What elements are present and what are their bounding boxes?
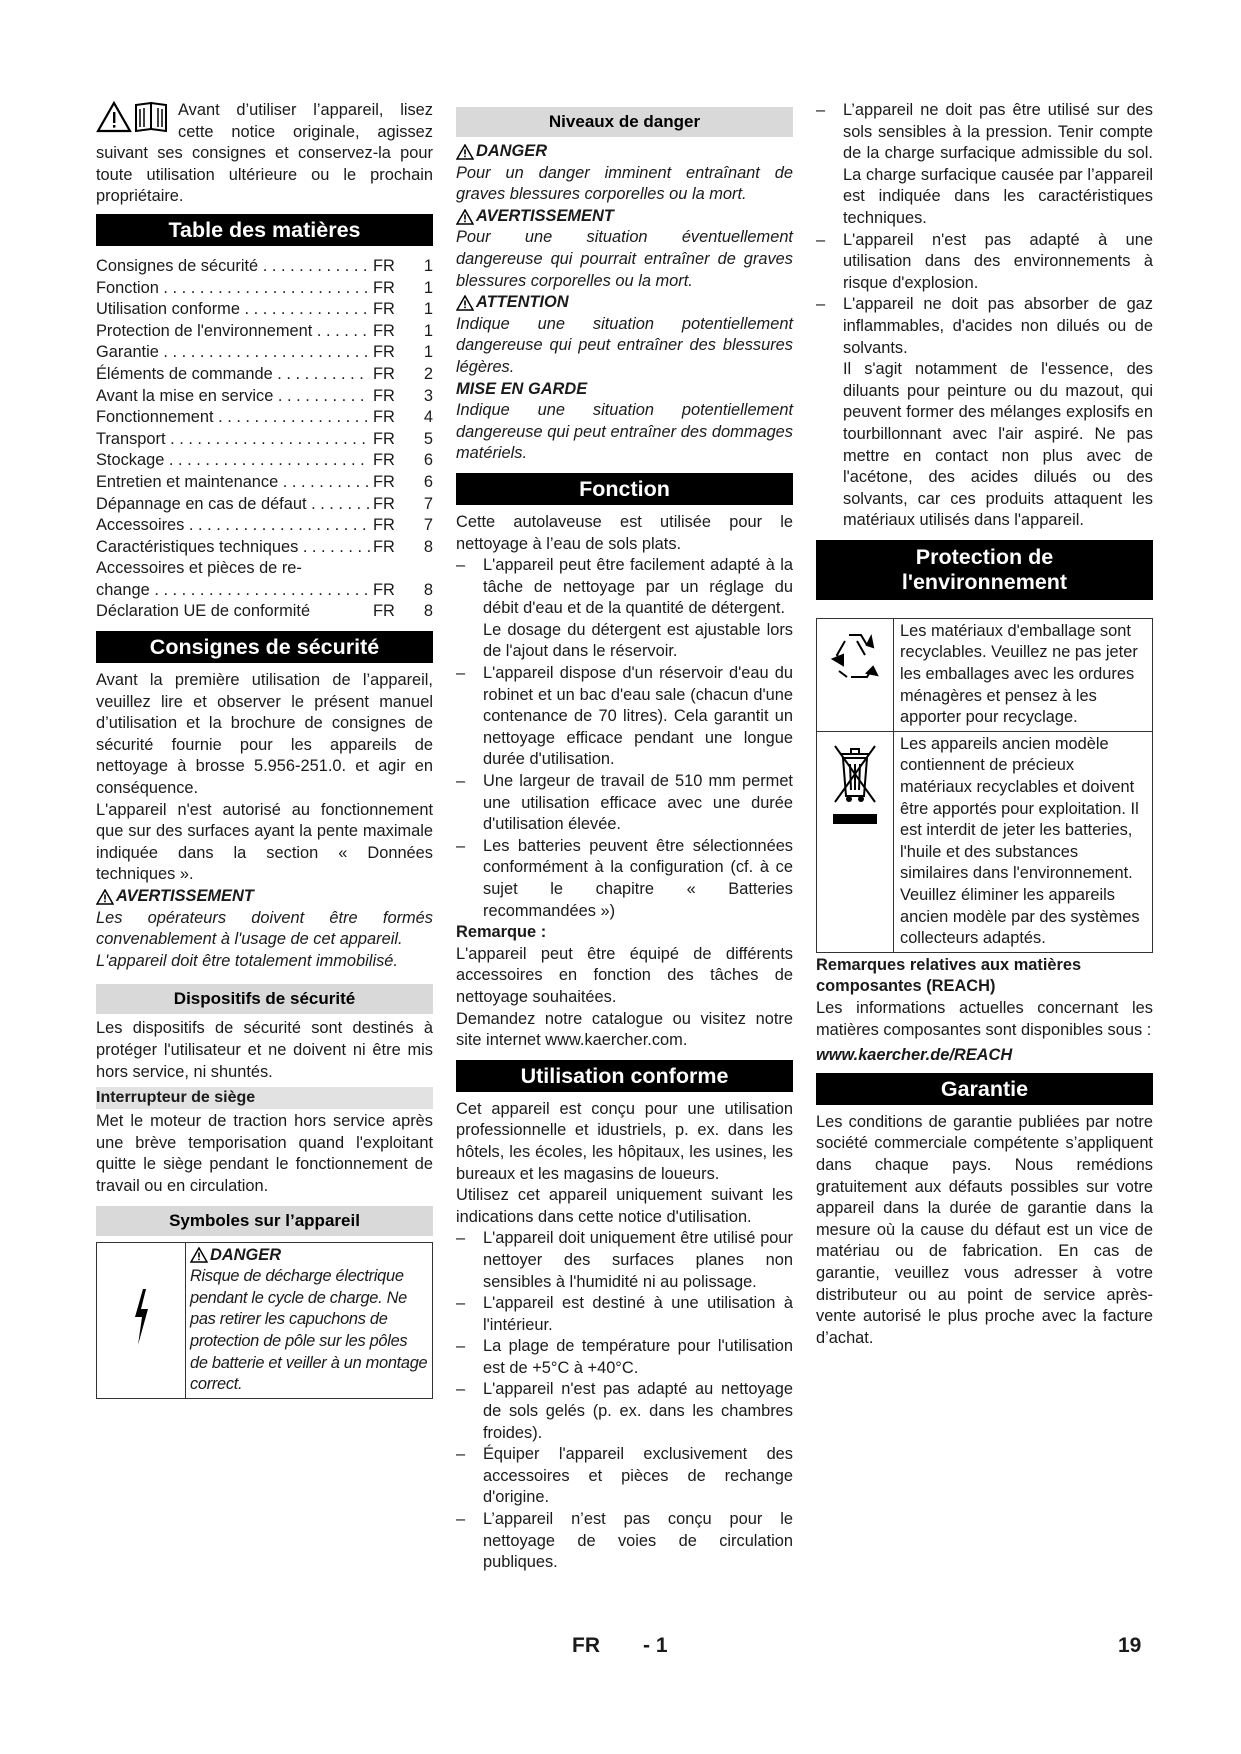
environment-title: Protection de l'environnement	[816, 540, 1153, 600]
column-right	[816, 100, 1153, 1349]
devices-title: Dispositifs de sécurité	[96, 984, 433, 1014]
attention-heading: ATTENTION	[456, 292, 793, 314]
toc-row[interactable]: Stockage . . . FR 6	[96, 450, 433, 472]
toc-row[interactable]: Accessoires . . . FR 7	[96, 515, 433, 537]
garantie-title: Garantie	[816, 1073, 1153, 1105]
list-item: Le dosage du détergent est ajustable lors de l'ajout dans le réservoir.	[483, 620, 793, 661]
column-middle	[456, 100, 793, 1574]
danger-heading: DANGER	[190, 1245, 428, 1267]
warning-triangle-icon	[96, 889, 114, 905]
list-item: – L'appareil dispose d'un réservoir d'eau du robinet et un bac d'eau sale (chacun d'une contenance de 70 litres). Cela garantit un nettoyage efficace pendant une longue durée d'utilisation.	[456, 663, 793, 771]
safety-title: Consignes de sécurité	[96, 631, 433, 663]
toc-row[interactable]: Consignes de sécurité . . . FR 1	[96, 256, 433, 278]
list-item: – L'appareil peut être facilement adapté à la tâche de nettoyage par un réglage du débit d'eau et de la quantité de détergent.	[456, 555, 793, 620]
devices-text: Les dispositifs de sécurité sont destinés à protéger l'utilisateur et ne doivent ni être mis hors service, ni shuntés.	[96, 1019, 433, 1081]
intro-text: Avant d’utiliser l’appareil, lisez cette notice originale, agissez suivant ses consignes et conservez-la pour toute utilisation ultérieure ou le prochain propriétaire.	[96, 101, 433, 206]
list-item: – Une largeur de travail de 510 mm permet une utilisation efficace avec une durée d'utilisation élevée.	[456, 771, 793, 836]
toc-row[interactable]: Garantie . . . FR 1	[96, 342, 433, 364]
fonction-intro: Cette autolaveuse est utilisée pour le nettoyage à l’eau de sols plats.	[456, 512, 793, 553]
list-item: – Les batteries peuvent être sélectionnées conformément à la configuration (cf. à ce sujet le chapitre « Batteries recommandées »)	[456, 836, 793, 922]
packaging-text: Les matériaux d'emballage sont recyclables. Veuillez ne pas jeter les emballages avec les ordures ménagères et pensez à les apporter pour recyclage.	[894, 618, 1153, 731]
toc-row[interactable]: Déclaration UE de conformité FR 8	[96, 602, 433, 621]
toc-row[interactable]: Entretien et maintenance . . . FR 6	[96, 472, 433, 494]
toc-row[interactable]: Fonction . . . FR 1	[96, 278, 433, 300]
fonction-list	[456, 555, 793, 922]
list-item: – L’appareil n’est pas conçu pour le nettoyage de voies de circulation publiques.	[456, 1509, 793, 1574]
usage-intro: Cet appareil est conçu pour une utilisation professionnelle et idustriels, p. ex. dans les hôtels, les écoles, les hôpitaux, les usines, les bureaux et les magasins de loueurs.	[456, 1099, 793, 1183]
danger-levels-title: Niveaux de danger	[456, 107, 793, 137]
list-item: Il s'agit notamment de l'essence, des diluants pour peinture ou du mazout, qui peuvent former des mélanges explosifs en tourbillonnant avec l'air aspiré. Ne pas mettre en contact non plus avec de l'acétone, des acides dilués ou des solvants, car ces produits attaquent les matériaux utilisés dans l'appareil.	[843, 360, 1153, 530]
seat-switch-text: Met le moteur de traction hors service après une brève temporisation quand l'exploitant quitte le siège pendant le fonctionnement de travail ou en circulation.	[96, 1112, 433, 1195]
footer-page-number: 19	[1118, 1634, 1142, 1657]
toc-row[interactable]: Éléments de commande . . . FR 2	[96, 364, 433, 386]
warning-manual-icon	[96, 100, 172, 141]
list-item: – L'appareil n'est pas adapté au nettoyage de sols gelés (p. ex. dans les chambres froides).	[456, 1379, 793, 1444]
garantie-text: Les conditions de garantie publiées par notre société commerciale compétente s’appliquent dans chaque pays. Nous remédions gratuitement aux défauts possibles sur votre appareil dans la durée de garantie dans la mesure où la cause du défaut est un vice de matériau ou de fabrication. En cas de garantie, veuillez vous adresser à votre distributeur ou au point de service après-vente autorisé le plus proche avec la facture d’achat.	[816, 1112, 1153, 1347]
list-item: – L'appareil doit uniquement être utilisé pour nettoyer des surfaces planes non sensibles à l'humidité ni au polissage.	[456, 1228, 793, 1293]
avertissement-heading: AVERTISSEMENT	[456, 206, 793, 228]
toc-title: Table des matières	[96, 214, 433, 246]
symbols-title: Symboles sur l’appareil	[96, 1206, 433, 1236]
reach-heading: Remarques relatives aux matières composantes (REACH)	[816, 955, 1082, 996]
list-item: – L'appareil est destiné à une utilisation à l'intérieur.	[456, 1293, 793, 1336]
warning-triangle-icon	[456, 144, 474, 160]
list-item: – Équiper l'appareil exclusivement des accessoires et pièces de rechange d'origine.	[456, 1444, 793, 1509]
recycle-cell	[817, 618, 894, 731]
old-appliances-text: Les appareils ancien modèle contiennent de précieux matériaux recyclables et doivent être apportés pour exploitation. Il est interdit de jeter les batteries, l'huile et des substances similaires dans l'environnement. Veuillez éliminer les appareils ancien modèle par des systèmes collecteurs adaptés.	[894, 731, 1153, 952]
usage-title: Utilisation conforme	[456, 1060, 793, 1092]
danger-text: Pour un danger imminent entraînant de graves blessures corporelles ou la mort.	[456, 163, 793, 204]
toc-row[interactable]: Protection de l'environnement . . . FR 1	[96, 321, 433, 343]
recycle-icon	[827, 627, 883, 687]
reach-link[interactable]: www.kaercher.de/REACH	[816, 1046, 1013, 1065]
toc-row[interactable]: Fonctionnement . . . FR 4	[96, 407, 433, 429]
warning-text: L'appareil doit être totalement immobilisé.	[96, 951, 398, 970]
remarque-text: Demandez notre catalogue ou visitez notre site internet www.kaercher.com.	[456, 1009, 793, 1050]
warning-triangle-icon	[456, 209, 474, 225]
safety-paragraph: L'appareil n'est autorisé au fonctionnement que sur des surfaces ayant la pente maximale indiquée dans la section « Données techniques ».	[96, 800, 433, 884]
toc-row[interactable]: Avant la mise en service . . . FR 3	[96, 386, 433, 408]
column-left	[96, 100, 433, 1399]
list-item: – L’appareil ne doit pas être utilisé sur des sols sensibles à la pression. Tenir compte de la charge surfacique admissible du sol. La charge surfacique causée par l’appareil est indiquée dans les caractéristiques techniques.	[816, 100, 1153, 230]
remarque-text: L'appareil peut être équipé de différents accessoires en fonction des tâches de nettoyage souhaitées.	[456, 944, 793, 1006]
toc-row[interactable]: Utilisation conforme . . . FR 1	[96, 299, 433, 321]
footer-language: FR	[572, 1634, 600, 1657]
toc-row[interactable]: Dépannage en cas de défaut . . . FR 7	[96, 494, 433, 516]
fonction-title: Fonction	[456, 473, 793, 505]
warning-triangle-icon	[190, 1247, 208, 1263]
remarque-heading: Remarque :	[456, 923, 547, 942]
environment-table	[816, 618, 1153, 953]
mise-en-garde-heading: MISE EN GARDE	[456, 379, 588, 398]
toc-row[interactable]: Accessoires et pièces de re- change . . . FR 8	[96, 558, 433, 601]
symbol-cell	[97, 1242, 186, 1398]
symbols-table	[96, 1242, 433, 1399]
intro-block	[96, 100, 433, 208]
usage-intro: Utilisez cet appareil uniquement suivant les indications dans cette notice d'utilisation.	[456, 1186, 793, 1226]
warning-text: Les opérateurs doivent être formés convenablement à l'usage de cet appareil.	[96, 908, 433, 949]
list-item: – La plage de température pour l'utilisation est de +5°C à +40°C.	[456, 1336, 793, 1379]
lightning-bolt-icon	[130, 1287, 152, 1347]
mise-en-garde-text: Indique une situation potentiellement dangereuse qui peut entraîner des dommages matériels.	[456, 401, 793, 463]
reach-text: Les informations actuelles concernant les matières composantes sont disponibles sous :	[816, 998, 1153, 1039]
list-item: – L'appareil ne doit pas absorber de gaz inflammables, d'acides non dilués ou de solvants.	[816, 294, 1153, 359]
seat-switch-title: Interrupteur de siège	[96, 1087, 433, 1109]
attention-text: Indique une situation potentiellement dangereuse qui peut entraîner des blessures légères.	[456, 314, 793, 376]
warning-triangle-icon	[456, 295, 474, 311]
danger-heading: DANGER	[456, 141, 793, 163]
symbol-danger-text: Risque de décharge électrique pendant le cycle de charge. Ne pas retirer les capuchons de protection de pôle sur les pôles de batterie et veiller à un montage correct.	[190, 1267, 428, 1394]
list-item: – L'appareil n'est pas adapté à une utilisation dans des environnements à risque d'explosion.	[816, 230, 1153, 295]
usage-list-continued	[816, 100, 1153, 532]
symbol-text-cell	[186, 1242, 433, 1398]
weee-cell	[817, 731, 894, 952]
safety-paragraph: Avant la première utilisation de l’appareil, veuillez lire et observer le présent manuel d’utilisation et la brochure de consignes de sécurité fournie pour les appareils de nettoyage à brosse 5.956-251.0. et agir en conséquence.	[96, 671, 433, 798]
toc-row[interactable]: Caractéristiques techniques . . . FR 8	[96, 537, 433, 559]
footer-section-number: - 1	[643, 1634, 668, 1657]
usage-list	[456, 1228, 793, 1574]
toc-row[interactable]: Transport . . . FR 5	[96, 429, 433, 451]
toc-list	[96, 256, 433, 623]
warning-heading: AVERTISSEMENT	[96, 886, 433, 908]
crossed-bin-icon	[827, 740, 883, 830]
avertissement-text: Pour une situation éventuellement dangereuse qui pourrait entraîner de graves blessures corporelles ou la mort.	[456, 228, 793, 290]
